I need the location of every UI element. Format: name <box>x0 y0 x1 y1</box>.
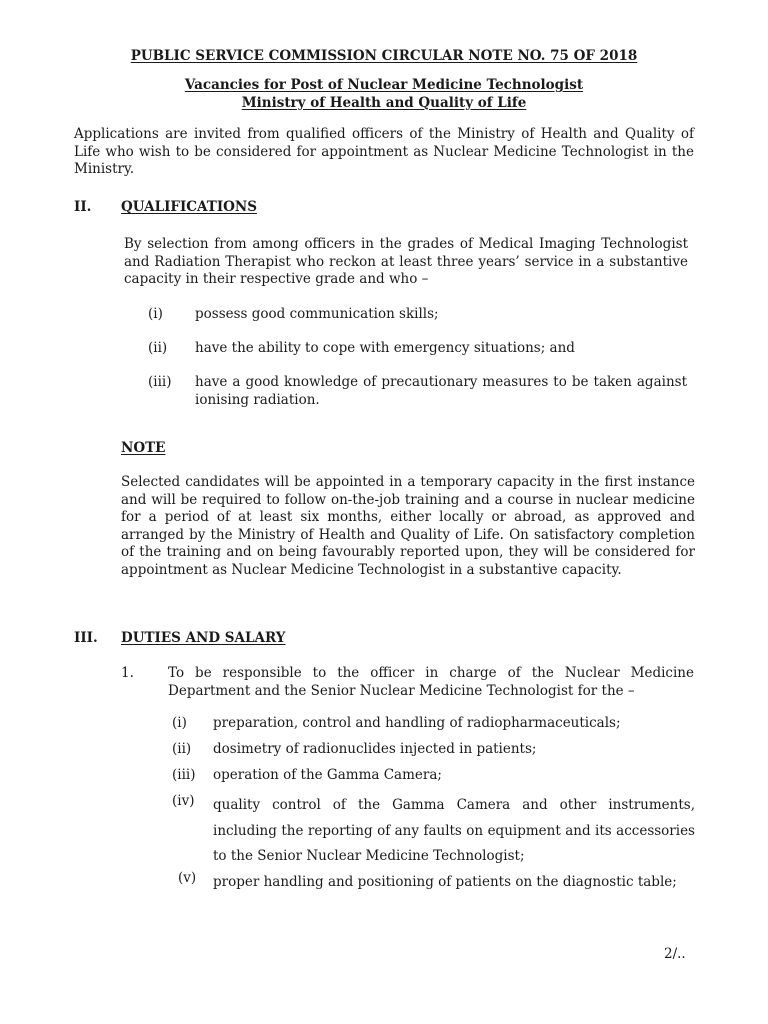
section-3-number: III. <box>74 630 98 646</box>
duty-subitem-text-2: dosimetry of radionuclides injected in patients; <box>213 741 537 757</box>
intro-paragraph: Applications are invited from qualified officers of the Ministry of Health and Quality of Life who wish to be considered for appointment as Nuclear Medicine Technologist in the Ministry. <box>74 126 694 177</box>
duty-subitem-label-4: (iv) <box>172 793 195 809</box>
note-paragraph: Selected candidates will be appointed in a temporary capacity in the first instance and will be required to follow on-the-job training and a course in nuclear medicine for a period of at least six months, either locally or abroad, as approved and arranged by the Ministry of Health and Quality of Life. On satisfactory completion of the training and on being favourably reported upon, they will be considered for appointment as Nuclear Medicine Technologist in a substantive capacity. <box>121 474 695 578</box>
qualification-label-3: (iii) <box>148 374 172 390</box>
subtitle-post: Vacancies for Post of Nuclear Medicine Technologist <box>184 77 584 93</box>
duty-subitem-text-1: preparation, control and handling of radiopharmaceuticals; <box>213 715 621 731</box>
duty-subitem-label-3: (iii) <box>172 767 196 783</box>
section-2-number: II. <box>74 199 92 215</box>
subtitle-ministry: Ministry of Health and Quality of Life <box>241 94 527 111</box>
section-2-heading: QUALIFICATIONS <box>121 199 257 215</box>
qualification-text-1: possess good communication skills; <box>195 306 439 322</box>
circular-title: PUBLIC SERVICE COMMISSION CIRCULAR NOTE NO. 75 OF 2018 <box>130 48 638 64</box>
duty-subitem-label-2: (ii) <box>172 741 192 757</box>
qualification-text-2: have the ability to cope with emergency situations; and <box>195 340 575 356</box>
qualification-text-3: have a good knowledge of precautionary measures to be taken against ionising radiation. <box>195 374 687 408</box>
duty-subitem-label-1: (i) <box>172 715 187 731</box>
page-continuation-marker: 2/.. <box>664 946 686 962</box>
note-heading: NOTE <box>121 440 166 456</box>
duty-subitem-text-3: operation of the Gamma Camera; <box>213 767 442 783</box>
duty-1-number: 1. <box>121 665 134 681</box>
duty-1-text: To be responsible to the officer in charge of the Nuclear Medicine Department and the Senior Nuclear Medicine Technologist for the – <box>168 665 694 699</box>
qualification-label-1: (i) <box>148 306 163 322</box>
section-3-heading: DUTIES AND SALARY <box>121 630 286 646</box>
duty-subitem-label-5: (v) <box>178 870 197 886</box>
subtitle-block <box>60 77 708 112</box>
duty-subitem-text-4: quality control of the Gamma Camera and other instruments, including the reporting of any faults on equipment and its accessories to the Senior Nuclear Medicine Technologist; <box>213 797 695 864</box>
duty-subitem-text-5: proper handling and positioning of patients on the diagnostic table; <box>213 874 677 890</box>
qualification-label-2: (ii) <box>148 340 168 356</box>
qualifications-paragraph: By selection from among officers in the grades of Medical Imaging Technologist and Radiation Therapist who reckon at least three years’ service in a substantive capacity in their respective grade and who – <box>124 236 688 287</box>
